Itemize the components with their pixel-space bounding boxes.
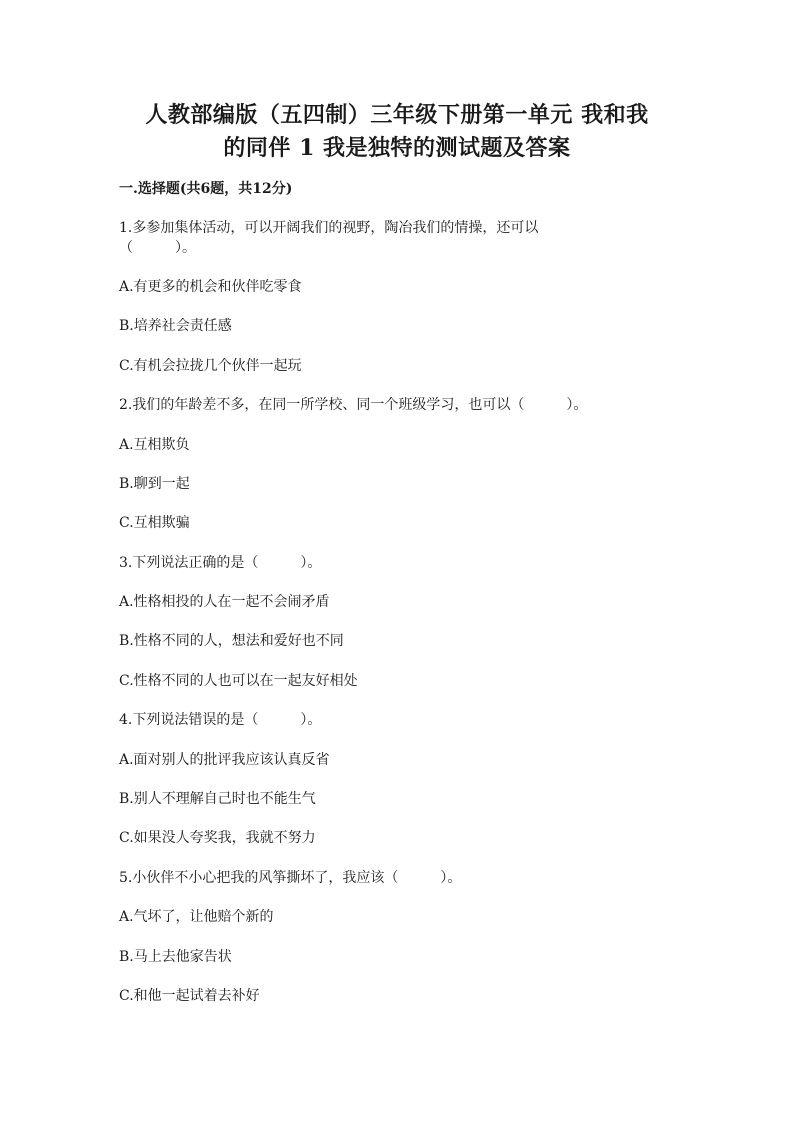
question-option: A.有更多的机会和伙伴吃零食 [119,279,302,295]
question-option: B.马上去他家告状 [119,949,232,965]
question-stem: 1.多参加集体活动，可以开阔我们的视野，陶冶我们的情操，还可以 [119,220,539,236]
question-stem: 2.我们的年龄差不多，在同一所学校、同一个班级学习，也可以（ ）。 [119,397,588,413]
question-option: B.聊到一起 [119,476,190,492]
question-option: A.面对别人的批评我应该认真反省 [119,752,330,768]
question-option: C.如果没人夸奖我，我就不努力 [119,830,316,846]
question-option: B.别人不理解自己时也不能生气 [119,791,316,807]
document-title-line-2: 的同伴 1 我是独特的测试题及答案 [223,135,571,161]
question-option: C.互相欺骗 [119,515,190,531]
question-option: C.性格不同的人也可以在一起友好相处 [119,673,358,689]
question-option: A.性格相投的人在一起不会闹矛盾 [119,594,330,610]
question-option: A.互相欺负 [119,437,190,453]
question-option: B.培养社会责任感 [119,318,232,334]
question-option: C.有机会拉拢几个伙伴一起玩 [119,358,302,374]
question-stem: 3.下列说法正确的是（ ）。 [119,555,322,571]
question-stem: 5.小伙伴不小心把我的风筝撕坏了，我应该（ ）。 [119,870,462,886]
question-option: B.性格不同的人，想法和爱好也不同 [119,633,344,649]
question-stem-continuation: （ ）。 [119,240,196,256]
question-option: C.和他一起试着去补好 [119,988,260,1004]
question-option: A.气坏了，让他赔个新的 [119,909,274,925]
section-heading: 一.选择题(共6题，共12分) [119,181,293,197]
question-stem: 4.下列说法错误的是（ ）。 [119,712,322,728]
document-title-line-1: 人教部编版（五四制）三年级下册第一单元 我和我 [145,102,649,128]
